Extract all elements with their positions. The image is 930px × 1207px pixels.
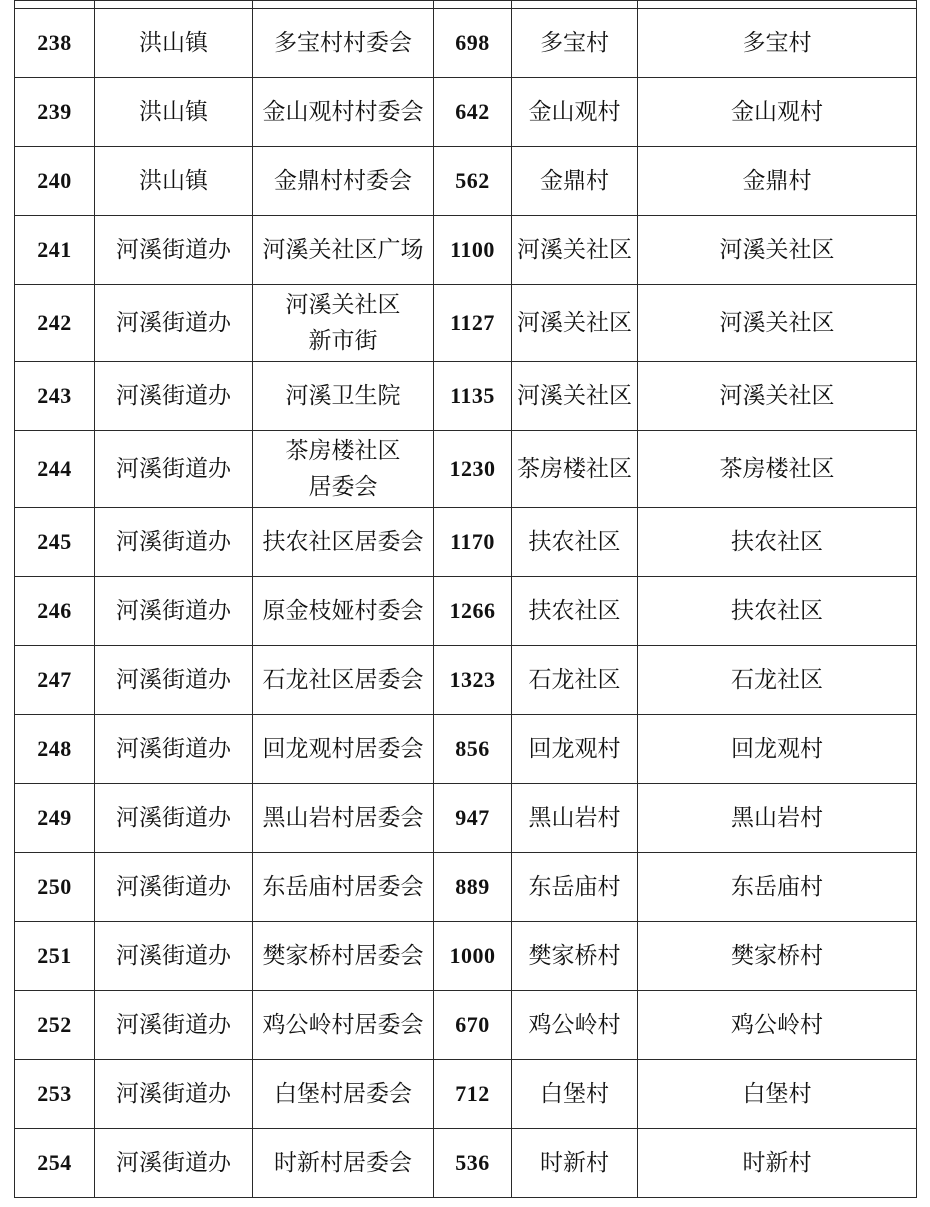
location-cell <box>253 285 434 362</box>
area-cell: 时新村 <box>512 1129 638 1198</box>
area-cell: 河溪关社区 <box>512 285 638 362</box>
area-cell: 东岳庙村 <box>512 853 638 922</box>
area-cell: 石龙社区 <box>512 646 638 715</box>
community-cell: 鸡公岭村 <box>638 991 917 1060</box>
location-cell: 黑山岩村居委会 <box>253 784 434 853</box>
town-cell: 河溪街道办 <box>95 431 253 508</box>
row-number-cell: 244 <box>15 431 95 508</box>
voter-count-cell: 1100 <box>434 216 512 285</box>
location-cell: 扶农社区居委会 <box>253 508 434 577</box>
row-number-cell: 251 <box>15 922 95 991</box>
area-cell: 金山观村 <box>512 78 638 147</box>
location-text: 河溪关社区 新市街 <box>285 292 401 354</box>
area-cell: 扶农社区 <box>512 508 638 577</box>
voter-count-cell: 1127 <box>434 285 512 362</box>
table-row <box>15 853 917 922</box>
location-cell: 河溪卫生院 <box>253 362 434 431</box>
town-cell: 洪山镇 <box>95 9 253 78</box>
town-cell: 河溪街道办 <box>95 1060 253 1129</box>
community-cell: 扶农社区 <box>638 577 917 646</box>
location-cell: 回龙观村居委会 <box>253 715 434 784</box>
table-row-cut-off <box>15 1 917 9</box>
area-cell: 樊家桥村 <box>512 922 638 991</box>
town-cell: 河溪街道办 <box>95 853 253 922</box>
voter-count-cell: 712 <box>434 1060 512 1129</box>
table-row <box>15 78 917 147</box>
table-row <box>15 285 917 362</box>
row-number-cell: 239 <box>15 78 95 147</box>
community-cell: 扶农社区 <box>638 508 917 577</box>
community-cell: 金山观村 <box>638 78 917 147</box>
document-sheet <box>14 0 916 1198</box>
area-cell: 金鼎村 <box>512 147 638 216</box>
table-row <box>15 715 917 784</box>
voter-count-cell: 562 <box>434 147 512 216</box>
table-row <box>15 1060 917 1129</box>
location-cell: 河溪关社区广场 <box>253 216 434 285</box>
table-row <box>15 646 917 715</box>
table-row <box>15 991 917 1060</box>
location-cell: 原金枝娅村委会 <box>253 577 434 646</box>
voter-count-cell: 1170 <box>434 508 512 577</box>
location-cell <box>253 431 434 508</box>
table-row <box>15 784 917 853</box>
row-number-cell: 249 <box>15 784 95 853</box>
area-cell: 河溪关社区 <box>512 216 638 285</box>
voter-count-cell: 1230 <box>434 431 512 508</box>
town-cell: 河溪街道办 <box>95 577 253 646</box>
table-row <box>15 362 917 431</box>
town-cell: 洪山镇 <box>95 78 253 147</box>
area-cell: 扶农社区 <box>512 577 638 646</box>
row-number-cell: 253 <box>15 1060 95 1129</box>
community-cell: 河溪关社区 <box>638 362 917 431</box>
community-cell: 石龙社区 <box>638 646 917 715</box>
town-cell: 河溪街道办 <box>95 362 253 431</box>
row-number-cell: 252 <box>15 991 95 1060</box>
table-row <box>15 922 917 991</box>
table-body <box>15 1 917 1198</box>
table-row <box>15 1129 917 1198</box>
community-cell: 时新村 <box>638 1129 917 1198</box>
location-cell: 多宝村村委会 <box>253 9 434 78</box>
community-cell: 河溪关社区 <box>638 216 917 285</box>
row-number-cell: 243 <box>15 362 95 431</box>
town-cell: 洪山镇 <box>95 147 253 216</box>
town-cell: 河溪街道办 <box>95 922 253 991</box>
table-row <box>15 577 917 646</box>
community-cell: 河溪关社区 <box>638 285 917 362</box>
table-row <box>15 9 917 78</box>
area-cell: 鸡公岭村 <box>512 991 638 1060</box>
town-cell: 河溪街道办 <box>95 646 253 715</box>
row-number-cell: 246 <box>15 577 95 646</box>
voter-count-cell: 889 <box>434 853 512 922</box>
location-cell: 金山观村村委会 <box>253 78 434 147</box>
town-cell: 河溪街道办 <box>95 216 253 285</box>
community-cell: 多宝村 <box>638 9 917 78</box>
community-cell: 白堡村 <box>638 1060 917 1129</box>
row-number-cell: 245 <box>15 508 95 577</box>
area-cell: 茶房楼社区 <box>512 431 638 508</box>
area-cell: 多宝村 <box>512 9 638 78</box>
location-cell: 樊家桥村居委会 <box>253 922 434 991</box>
community-cell: 樊家桥村 <box>638 922 917 991</box>
location-cell: 白堡村居委会 <box>253 1060 434 1129</box>
voter-count-cell: 856 <box>434 715 512 784</box>
location-cell: 东岳庙村居委会 <box>253 853 434 922</box>
voter-count-cell: 1323 <box>434 646 512 715</box>
location-cell: 鸡公岭村居委会 <box>253 991 434 1060</box>
table-row <box>15 147 917 216</box>
table-row <box>15 431 917 508</box>
voter-count-cell: 670 <box>434 991 512 1060</box>
town-cell: 河溪街道办 <box>95 715 253 784</box>
town-cell: 河溪街道办 <box>95 508 253 577</box>
table-row <box>15 216 917 285</box>
community-cell: 金鼎村 <box>638 147 917 216</box>
voter-count-cell: 1135 <box>434 362 512 431</box>
area-cell: 河溪关社区 <box>512 362 638 431</box>
voter-count-cell: 1266 <box>434 577 512 646</box>
row-number-cell: 241 <box>15 216 95 285</box>
voter-count-cell: 1000 <box>434 922 512 991</box>
voter-count-cell: 536 <box>434 1129 512 1198</box>
town-cell: 河溪街道办 <box>95 991 253 1060</box>
voter-count-cell: 947 <box>434 784 512 853</box>
location-cell: 金鼎村村委会 <box>253 147 434 216</box>
location-cell: 时新村居委会 <box>253 1129 434 1198</box>
row-number-cell: 250 <box>15 853 95 922</box>
row-number-cell: 238 <box>15 9 95 78</box>
community-cell: 茶房楼社区 <box>638 431 917 508</box>
voter-count-cell: 642 <box>434 78 512 147</box>
table-row <box>15 508 917 577</box>
area-cell: 黑山岩村 <box>512 784 638 853</box>
town-cell: 河溪街道办 <box>95 285 253 362</box>
row-number-cell: 240 <box>15 147 95 216</box>
community-cell: 东岳庙村 <box>638 853 917 922</box>
town-cell: 河溪街道办 <box>95 784 253 853</box>
row-number-cell: 248 <box>15 715 95 784</box>
row-number-cell: 254 <box>15 1129 95 1198</box>
row-number-cell: 242 <box>15 285 95 362</box>
location-text: 茶房楼社区 居委会 <box>285 438 401 500</box>
location-cell: 石龙社区居委会 <box>253 646 434 715</box>
community-cell: 黑山岩村 <box>638 784 917 853</box>
area-cell: 回龙观村 <box>512 715 638 784</box>
town-cell: 河溪街道办 <box>95 1129 253 1198</box>
row-number-cell: 247 <box>15 646 95 715</box>
community-cell: 回龙观村 <box>638 715 917 784</box>
area-cell: 白堡村 <box>512 1060 638 1129</box>
polling-station-table <box>14 0 917 1198</box>
voter-count-cell: 698 <box>434 9 512 78</box>
